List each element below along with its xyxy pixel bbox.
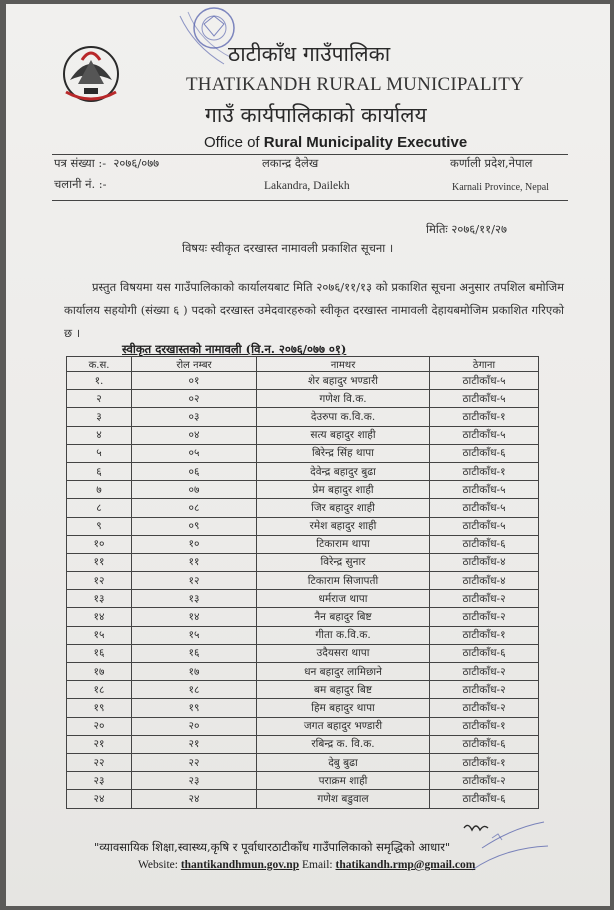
cell-serial: १७ (67, 663, 132, 681)
cell-address: ठाटीकाँध-६ (430, 535, 539, 553)
cell-name: गणेश बडुवाल (257, 790, 430, 808)
cell-serial: २१ (67, 735, 132, 753)
table-row (67, 572, 539, 590)
table-row (67, 608, 539, 626)
cell-name: रमेश बहादुर शाही (257, 517, 430, 535)
municipality-name-np: ठाटीकाँध गाउँपालिका (228, 42, 391, 66)
cell-roll: १० (132, 535, 257, 553)
cell-serial: ५ (67, 444, 132, 462)
reference-number: पत्र संख्या :- २०७६/०७७ (54, 156, 160, 170)
table-row (67, 462, 539, 480)
cell-serial: २४ (67, 790, 132, 808)
municipality-name-en: THATIKANDH RURAL MUNICIPALITY (186, 74, 524, 95)
cell-roll: १५ (132, 626, 257, 644)
website-link[interactable]: thantikandhmun.gov.np (180, 859, 300, 871)
cell-name: प्रेम बहादुर शाही (257, 481, 430, 499)
cell-serial: ३ (67, 408, 132, 426)
cell-name: देबु बुढा (257, 753, 430, 771)
cell-roll: ०६ (132, 462, 257, 480)
cell-name: उदैयसरा थापा (257, 644, 430, 662)
cell-roll: ११ (132, 553, 257, 571)
applicant-table (66, 356, 539, 809)
table-row (67, 753, 539, 771)
cell-serial: ७ (67, 481, 132, 499)
cell-address: ठाटीकाँध-४ (430, 572, 539, 590)
cell-name: रबिन्द्र क. वि.क. (257, 735, 430, 753)
cell-serial: ८ (67, 499, 132, 517)
cell-serial: १४ (67, 608, 132, 626)
table-row (67, 372, 539, 390)
cell-roll: १३ (132, 590, 257, 608)
table-row (67, 626, 539, 644)
cell-name: नैन बहादुर बिष्ट (257, 608, 430, 626)
cell-name: देउरुपा क.वि.क. (257, 408, 430, 426)
notice-body: प्रस्तुत विषयमा यस गाउँपालिकाको कार्यालयबाट मिति २०७६/११/१३ को प्रकाशित सूचना अनुसार तपशिल बमोजिम कार्यालय सहयोगी (संख्या ६ ) पदको दरखास्त उमेदवारहरुको स्वीकृत दरखास्त नामावली देहायबमोजिम प्रकाशित गरिएको छ । (64, 280, 564, 340)
cell-name: गीता क.वि.क. (257, 626, 430, 644)
cell-address: ठाटीकाँध-५ (430, 481, 539, 499)
table-body (67, 372, 539, 809)
table-title: स्वीकृत दरखास्तको नामावली (वि.न. २०७६/०७७ ०१) (122, 342, 347, 356)
cell-serial: २० (67, 717, 132, 735)
cell-name: हिम बहादुर थापा (257, 699, 430, 717)
cell-serial: १९ (67, 699, 132, 717)
footer-contact: Website: thantikandhmun.gov.np Email: thatikandh.rmp@gmail.com (138, 859, 476, 871)
cell-serial: १० (67, 535, 132, 553)
col-name-header: नामथर (257, 357, 430, 372)
office-prefix: Office of (204, 134, 264, 151)
cell-name: गणेश वि.क. (257, 390, 430, 408)
cell-name: टिकाराम सिजापती (257, 572, 430, 590)
cell-address: ठाटीकाँध-१ (430, 717, 539, 735)
cell-roll: २३ (132, 772, 257, 790)
cell-address: ठाटीकाँध-५ (430, 390, 539, 408)
table-row (67, 590, 539, 608)
cell-address: ठाटीकाँध-४ (430, 553, 539, 571)
cell-serial: ६ (67, 462, 132, 480)
cell-address: ठाटीकाँध-२ (430, 663, 539, 681)
table-row (67, 644, 539, 662)
cell-serial: १६ (67, 644, 132, 662)
cell-address: ठाटीकाँध-६ (430, 444, 539, 462)
cell-roll: २२ (132, 753, 257, 771)
cell-address: ठाटीकाँध-५ (430, 426, 539, 444)
header-divider-bottom (52, 200, 568, 201)
nepal-emblem-icon (60, 40, 122, 106)
cell-serial: १२ (67, 572, 132, 590)
cell-roll: १४ (132, 608, 257, 626)
table-row (67, 426, 539, 444)
cell-address: ठाटीकाँध-२ (430, 681, 539, 699)
table-row (67, 499, 539, 517)
cell-name: शेर बहादुर भण्डारी (257, 372, 430, 390)
cell-roll: ०५ (132, 444, 257, 462)
table-row (67, 553, 539, 571)
cell-address: ठाटीकाँध-६ (430, 644, 539, 662)
notice-subject: विषयः स्वीकृत दरखास्त नामावली प्रकाशित सूचना । (182, 241, 394, 255)
col-address-header: ठेगाना (430, 357, 539, 372)
cell-serial: १३ (67, 590, 132, 608)
cell-name: पराक्रम शाही (257, 772, 430, 790)
cell-address: ठाटीकाँध-२ (430, 590, 539, 608)
cell-address: ठाटीकाँध-५ (430, 372, 539, 390)
cell-roll: १८ (132, 681, 257, 699)
cell-name: धर्मराज थापा (257, 590, 430, 608)
table-row (67, 663, 539, 681)
letter-page (6, 4, 610, 906)
cell-address: ठाटीकाँध-२ (430, 699, 539, 717)
table-row (67, 735, 539, 753)
cell-serial: १५ (67, 626, 132, 644)
office-name-np: गाउँ कार्यपालिकाको कार्यालय (205, 103, 427, 127)
cell-roll: ०८ (132, 499, 257, 517)
table-header-row (67, 357, 539, 372)
cell-roll: १९ (132, 699, 257, 717)
cell-name: विरेन्द्र सुनार (257, 553, 430, 571)
table-row (67, 535, 539, 553)
cell-roll: १७ (132, 663, 257, 681)
province-en: Karnali Province, Nepal (452, 182, 549, 193)
dispatch-number-label: चलानी नं. :- (54, 177, 107, 191)
cell-name: बम बहादुर बिष्ट (257, 681, 430, 699)
cell-roll: १६ (132, 644, 257, 662)
notice-date: मितिः २०७६/११/२७ (426, 222, 507, 236)
cell-serial: ११ (67, 553, 132, 571)
col-roll-header: रोल नम्बर (132, 357, 257, 372)
cell-serial: २ (67, 390, 132, 408)
cell-name: बिरेन्द्र सिंह थापा (257, 444, 430, 462)
cell-serial: ९ (67, 517, 132, 535)
table-row (67, 772, 539, 790)
cell-roll: ०४ (132, 426, 257, 444)
cell-name: धन बहादुर लामिछाने (257, 663, 430, 681)
cell-address: ठाटीकाँध-२ (430, 772, 539, 790)
col-serial-header: क.स. (67, 357, 132, 372)
office-title-bold: Rural Municipality Executive (263, 134, 468, 151)
cell-roll: १२ (132, 572, 257, 590)
table-row (67, 790, 539, 808)
cell-name: जगत बहादुर भण्डारी (257, 717, 430, 735)
province-np: कर्णाली प्रदेश,नेपाल (450, 156, 533, 170)
office-name-en (204, 134, 467, 151)
cell-address: ठाटीकाँध-१ (430, 462, 539, 480)
cell-address: ठाटीकाँध-१ (430, 626, 539, 644)
header-divider-top (52, 154, 568, 155)
cell-roll: ०७ (132, 481, 257, 499)
place-en: Lakandra, Dailekh (264, 180, 350, 192)
table-row (67, 681, 539, 699)
cell-address: ठाटीकाँध-१ (430, 408, 539, 426)
cell-serial: ४ (67, 426, 132, 444)
cell-name: टिकाराम थापा (257, 535, 430, 553)
place-np: लकान्द्र दैलेख (262, 156, 319, 170)
cell-address: ठाटीकाँध-६ (430, 790, 539, 808)
cell-roll: २१ (132, 735, 257, 753)
cell-address: ठाटीकाँध-५ (430, 517, 539, 535)
cell-roll: २४ (132, 790, 257, 808)
cell-address: ठाटीकाँध-६ (430, 735, 539, 753)
cell-roll: २० (132, 717, 257, 735)
table-row (67, 481, 539, 499)
footer-slogan: "व्यावसायिक शिक्षा,स्वास्थ्य,कृषि र पूर्वाधारठाटीकाँध गाउँपालिकाको समृद्धिको आधार" (94, 840, 451, 854)
cell-serial: १८ (67, 681, 132, 699)
cell-name: जिर बहादुर शाही (257, 499, 430, 517)
cell-address: ठाटीकाँध-२ (430, 608, 539, 626)
table-row (67, 444, 539, 462)
cell-name: देवेन्द्र बहादुर बुढा (257, 462, 430, 480)
cell-roll: ०१ (132, 372, 257, 390)
cell-roll: ०९ (132, 517, 257, 535)
cell-name: सत्य बहादुर शाही (257, 426, 430, 444)
email-link[interactable]: thatikandh.rmp@gmail.com (335, 859, 476, 871)
cell-serial: २२ (67, 753, 132, 771)
table-row (67, 517, 539, 535)
table-row (67, 717, 539, 735)
cell-serial: २३ (67, 772, 132, 790)
table-row (67, 390, 539, 408)
cell-address: ठाटीकाँध-५ (430, 499, 539, 517)
cell-roll: ०२ (132, 390, 257, 408)
table-row (67, 408, 539, 426)
cell-roll: ०३ (132, 408, 257, 426)
table-row (67, 699, 539, 717)
cell-address: ठाटीकाँध-१ (430, 753, 539, 771)
cell-serial: १. (67, 372, 132, 390)
